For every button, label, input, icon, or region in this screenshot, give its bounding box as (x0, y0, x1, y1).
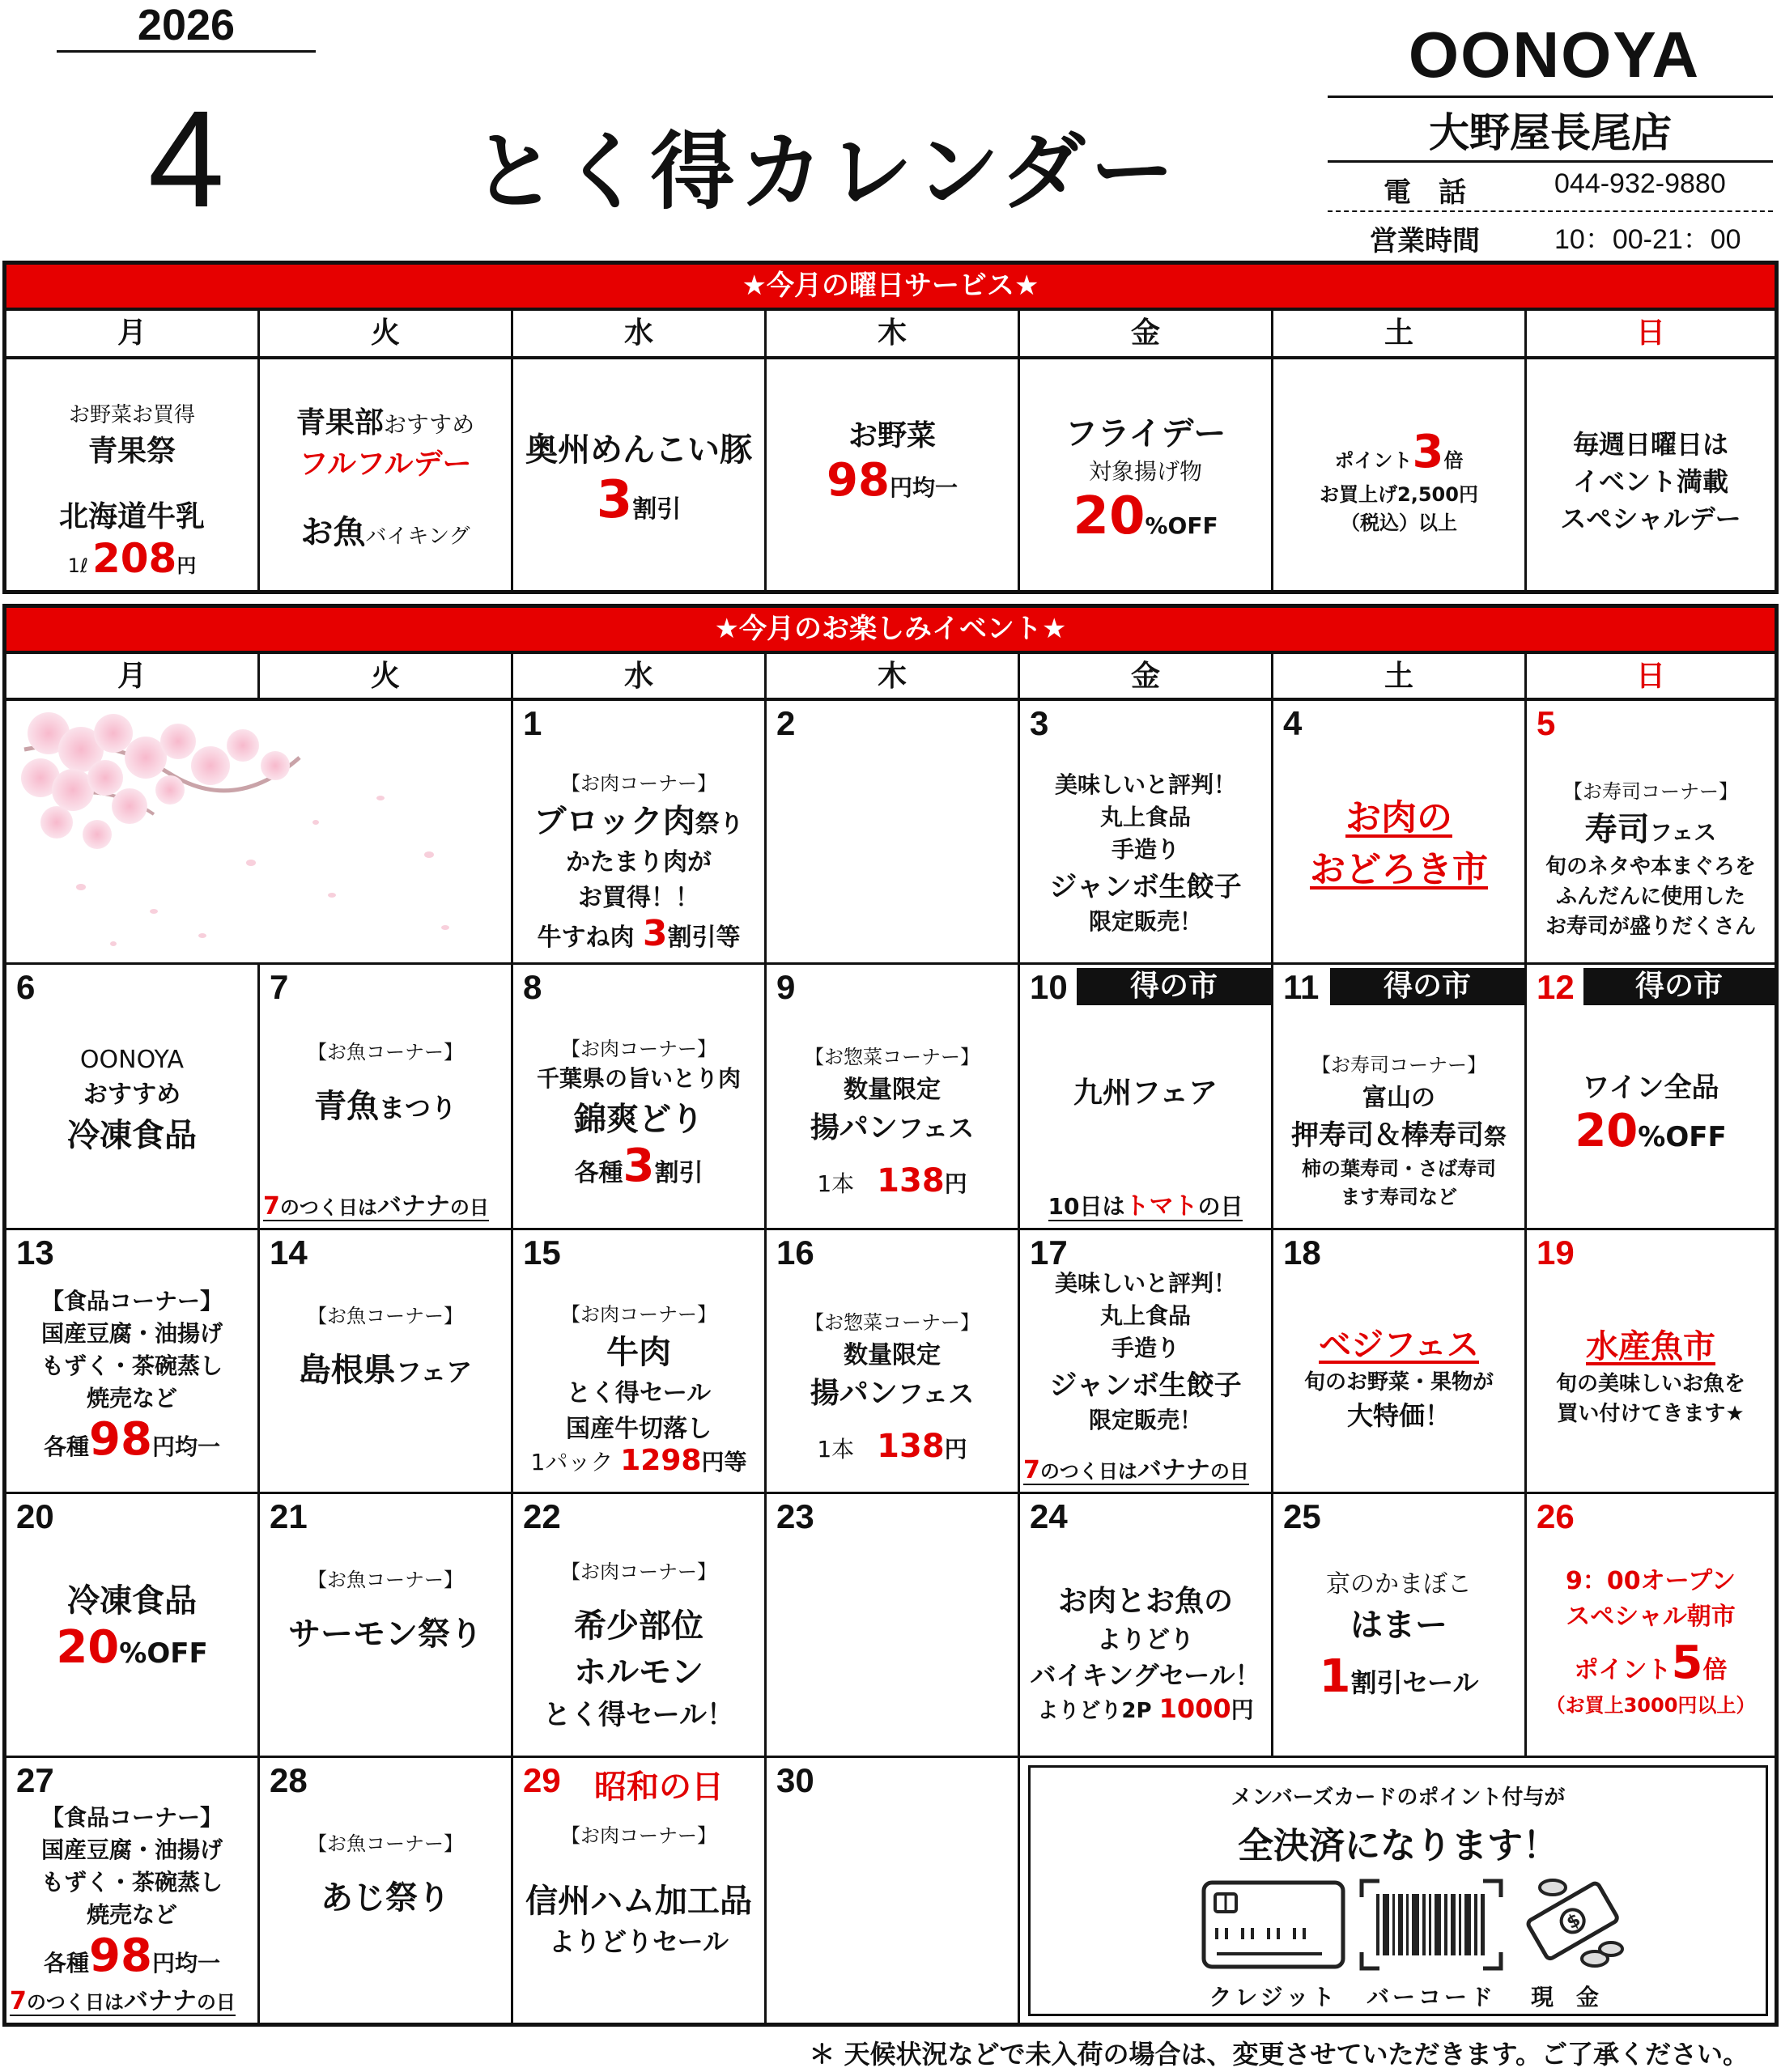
event-line: ます寿司など (1341, 1186, 1457, 1208)
event-weekday-header (6, 654, 1775, 701)
day-number: 8 (523, 968, 542, 1006)
day-cell-8 (513, 965, 767, 1230)
day-number: 9 (776, 968, 796, 1006)
day-number: 17 (1030, 1233, 1068, 1272)
day-cell-5 (1527, 701, 1775, 965)
corner-label: 【お肉コーナー】 (561, 1303, 716, 1326)
event-line: ホルモン (574, 1654, 703, 1691)
day-cell-25 (1273, 1494, 1527, 1758)
day-cell-29 (513, 1758, 767, 2023)
service-mon-price: 1ℓ 208円 (67, 535, 197, 582)
service-mon (6, 359, 260, 590)
weekday-sun: 日 (1635, 660, 1665, 693)
day-cell-19 (1527, 1230, 1775, 1494)
event-line: 冷凍食品 (67, 1117, 197, 1154)
service-mon-line1: お野菜お買得 (68, 403, 195, 427)
service-tue-line3: お魚バイキング (300, 514, 470, 551)
service-tue-line1: 青果部おすすめ (295, 406, 475, 439)
day-cell-30 (767, 1758, 1020, 2023)
day-cell-16 (767, 1230, 1020, 1494)
day-cell-22 (513, 1494, 767, 1758)
day-number: 21 (270, 1497, 308, 1535)
event-line: 青魚まつり (313, 1088, 457, 1125)
day-number: 1 (523, 704, 542, 742)
event-line: 美味しいと評判！ (1054, 771, 1236, 798)
service-sat-line2: お買上げ2,500円 (1320, 483, 1478, 506)
service-thu-line1: お野菜 (848, 419, 936, 452)
service-sun-line3: スペシャルデー (1560, 503, 1741, 534)
service-thu (767, 359, 1020, 590)
service-tue (260, 359, 513, 590)
service-banner: ★今月の曜日サービス★ (6, 265, 1775, 311)
event-line: 大特価！ (1346, 1400, 1451, 1431)
corner-label: 【お魚コーナー】 (308, 1832, 463, 1855)
corner-label: 【お寿司コーナー】 (1311, 1054, 1486, 1076)
corner-label: 【お寿司コーナー】 (1563, 780, 1738, 803)
day-cell-9 (767, 965, 1020, 1230)
service-fri-line3: 20%OFF (1073, 486, 1218, 546)
event-line: 1本 138円 (817, 1428, 967, 1465)
event-line: 各種98円均一 (44, 1930, 220, 1982)
weekday-mon: 月 (6, 311, 260, 356)
day-cell-2 (767, 701, 1020, 965)
event-line: はまー (1350, 1607, 1447, 1644)
event-line: 1パック 1298円等 (530, 1444, 747, 1477)
weekday-thu: 木 (767, 654, 1020, 698)
day-number: 22 (523, 1497, 561, 1535)
payment-label-credit: クレジット (1209, 1984, 1338, 2010)
day-number: 14 (270, 1233, 308, 1272)
event-line: ポイント5倍 (1574, 1637, 1728, 1689)
event-line: 国産牛切落し (566, 1415, 712, 1443)
event-line: 旬のお野菜・果物が (1303, 1370, 1494, 1395)
event-line: ジャンボ生餃子 (1049, 871, 1242, 903)
day-number: 7 (270, 968, 289, 1006)
weekday-wed: 水 (513, 654, 767, 698)
day-cell-27 (6, 1758, 260, 2023)
tel-number: 044-932-9880 (1554, 168, 1726, 199)
event-line: ふんだんに使用した (1555, 885, 1745, 909)
day-cell-28 (260, 1758, 513, 2023)
day-number: 12 (1537, 968, 1575, 1006)
day-cell-11 (1273, 965, 1527, 1230)
event-line: お肉の (1345, 797, 1452, 839)
weekday-tue: 火 (260, 654, 513, 698)
event-line: もずく・茶碗蒸し (40, 1869, 223, 1896)
day-number: 2 (776, 704, 796, 742)
day-cell-4 (1273, 701, 1527, 965)
event-line: 20%OFF (56, 1621, 208, 1674)
event-line: あじ祭り (321, 1879, 450, 1917)
weekday-mon: 月 (6, 654, 260, 698)
day-cell-1 (513, 701, 767, 965)
event-line: 京のかまぼこ (1326, 1570, 1472, 1599)
event-line: 20%OFF (1575, 1105, 1727, 1157)
day-number: 19 (1537, 1233, 1575, 1272)
toku-ichi-tag: 得の市 (1077, 968, 1271, 1005)
event-line: 富山の (1362, 1084, 1435, 1112)
event-line: 【食品コーナー】 (40, 1288, 223, 1314)
event-line: 限定販売！ (1088, 1407, 1202, 1433)
day-number: 28 (270, 1761, 308, 1799)
event-line: よりどりセール (548, 1926, 729, 1957)
payment-info-box (1028, 1765, 1768, 2016)
event-line: もずく・茶碗蒸し (40, 1352, 223, 1379)
event-line: OONOYA (79, 1046, 185, 1074)
payment-note: メンバーズカードのポイント付与が (1231, 1785, 1566, 1810)
event-line: 信州ハム加工品 (525, 1883, 752, 1920)
service-fri-line2: 対象揚げ物 (1088, 458, 1202, 485)
event-line: 冷凍食品 (67, 1582, 197, 1620)
event-line: 限定販売！ (1088, 908, 1202, 935)
weekday-sun: 日 (1635, 316, 1665, 350)
corner-label: 【お肉コーナー】 (561, 1824, 716, 1847)
event-line: 国産豆腐・油揚げ (40, 1836, 223, 1863)
event-line: かたまり肉が (566, 848, 712, 877)
event-line: 千葉県の旨いとり肉 (536, 1065, 741, 1092)
day-cell-26 (1527, 1494, 1775, 1758)
event-line: 焼売など (86, 1385, 177, 1412)
corner-label: 【お魚コーナー】 (308, 1041, 463, 1064)
event-line: お買得！！ (578, 884, 699, 912)
credit-card-icon (1201, 1879, 1346, 1970)
tel-label: 電 話 (1384, 176, 1466, 209)
event-line: 1本 138円 (817, 1162, 967, 1199)
day-cell-12 (1527, 965, 1775, 1230)
footnote: ＊ 天候状況などで未入荷の場合は、変更させていただきます。ご了承ください。 (809, 2039, 1749, 2070)
event-line: とく得セール (566, 1379, 712, 1408)
day-number: 10 (1030, 968, 1068, 1006)
store-name: 大野屋長尾店 (1429, 109, 1672, 156)
event-line: 揚パンフェス (810, 1377, 975, 1410)
corner-label: 【お肉コーナー】 (561, 1038, 716, 1060)
page-title: とく得カレンダー (472, 122, 1180, 221)
event-line: 買い付けてきます★ (1557, 1402, 1745, 1426)
day-cell-7 (260, 965, 513, 1230)
event-line: 国産豆腐・油揚げ (40, 1320, 223, 1347)
event-line: 牛すね肉 3割引等 (537, 913, 741, 954)
weekday-sat: 土 (1273, 654, 1527, 698)
weekday-sat: 土 (1273, 311, 1527, 356)
banana-day-note: 7のつく日はバナナの日 (1023, 1456, 1249, 1484)
service-sun-line2: イベント満載 (1572, 466, 1728, 497)
year-underline (57, 50, 316, 53)
corner-label: 【お魚コーナー】 (308, 1305, 463, 1327)
day-number: 26 (1537, 1497, 1575, 1535)
service-wed-line1: 奥州めんこい豚 (525, 431, 752, 469)
month: 4 (147, 83, 225, 236)
day-number: 20 (16, 1497, 54, 1535)
service-wed (513, 359, 767, 590)
holiday-label: 昭和の日 (594, 1768, 724, 1806)
toku-ichi-tag: 得の市 (1330, 968, 1524, 1005)
event-line: ワイン全品 (1582, 1072, 1719, 1104)
event-line: 旬のネタや本まぐろを (1545, 855, 1756, 879)
day-number: 29 (523, 1761, 561, 1799)
event-line: よりどり (1097, 1626, 1194, 1654)
event-line: おどろき市 (1310, 849, 1488, 890)
day-cell-24 (1020, 1494, 1273, 1758)
event-line: 九州フェア (1073, 1076, 1218, 1110)
event-line: おすすめ (83, 1081, 181, 1109)
day-number: 11 (1283, 968, 1320, 1006)
event-line: （お買上3000円以上） (1545, 1694, 1756, 1717)
service-sun-line1: 毎週日曜日は (1572, 429, 1728, 460)
event-line: とく得セール！ (543, 1699, 734, 1731)
event-line: 牛肉 (606, 1334, 671, 1371)
event-line: 焼売など (86, 1901, 177, 1928)
day-cell-18 (1273, 1230, 1527, 1494)
event-line: お寿司が盛りだくさん (1545, 915, 1756, 939)
event-line: スペシャル朝市 (1566, 1603, 1736, 1631)
day-number: 4 (1283, 704, 1303, 742)
service-thu-line2: 98円均一 (827, 454, 958, 507)
payment-headline: 全決済になります！ (1238, 1825, 1558, 1866)
weekday-tue: 火 (260, 311, 513, 356)
corner-label: 【お肉コーナー】 (561, 772, 716, 795)
event-line: 手造り (1111, 836, 1180, 863)
event-line: 水産魚市 (1586, 1328, 1715, 1365)
day-number: 24 (1030, 1497, 1068, 1535)
service-weekday-header (6, 311, 1775, 359)
event-line: よりどり2P 1000円 (1037, 1693, 1254, 1724)
day-cell-21 (260, 1494, 513, 1758)
day-cell-3 (1020, 701, 1273, 965)
day-number: 23 (776, 1497, 814, 1535)
day-number: 15 (523, 1233, 561, 1272)
day-number: 27 (16, 1761, 54, 1799)
payment-label-barcode: バーコード (1366, 1984, 1496, 2010)
weekday-wed: 水 (513, 311, 767, 356)
event-line: 【食品コーナー】 (40, 1804, 223, 1831)
tomato-day-note: 10日はトマトの日 (1048, 1192, 1243, 1221)
event-line: 丸上食品 (1099, 1302, 1191, 1329)
corner-label: 【お惣菜コーナー】 (805, 1311, 980, 1334)
event-line: 押寿司＆棒寿司祭 (1290, 1119, 1507, 1152)
cherry-blossom-icon (8, 701, 510, 960)
event-line: 数量限定 (844, 1076, 941, 1104)
weekday-thu: 木 (767, 311, 1020, 356)
service-tue-line2: フルフルデー (299, 448, 472, 481)
service-sun (1527, 359, 1775, 590)
event-line: 丸上食品 (1099, 804, 1191, 830)
banana-day-note: 7のつく日はバナナの日 (263, 1192, 489, 1221)
service-mon-line2: 青果祭 (87, 435, 176, 468)
event-line: 数量限定 (844, 1341, 941, 1369)
event-line: 1割引セール (1319, 1650, 1479, 1703)
day-number: 25 (1283, 1497, 1321, 1535)
corner-label: 【お肉コーナー】 (561, 1560, 716, 1583)
event-line: 錦爽どり (574, 1101, 703, 1138)
barcode-icon (1358, 1876, 1504, 1973)
day-number: 18 (1283, 1233, 1321, 1272)
day-cell-20 (6, 1494, 260, 1758)
weekday-fri: 金 (1020, 654, 1273, 698)
service-fri (1020, 359, 1273, 590)
corner-label: 【お魚コーナー】 (308, 1569, 463, 1591)
day-cell-10 (1020, 965, 1273, 1230)
hours-label: 営業時間 (1370, 225, 1480, 257)
event-line: 9：00オープン (1566, 1567, 1736, 1595)
toku-ichi-tag: 得の市 (1583, 968, 1775, 1005)
service-sat-line1: ポイント3倍 (1334, 426, 1464, 478)
event-line: 希少部位 (574, 1607, 703, 1645)
day-cell-17 (1020, 1230, 1273, 1494)
day-number: 16 (776, 1233, 814, 1272)
event-line: 揚パンフェス (810, 1111, 975, 1144)
event-line: ベジフェス (1319, 1327, 1479, 1364)
event-line: 島根県フェア (298, 1352, 473, 1389)
service-wed-line2: 3割引 (596, 470, 682, 530)
svg-text:$: $ (1563, 1909, 1584, 1934)
event-line: 各種3割引 (574, 1140, 703, 1192)
weekday-fri: 金 (1020, 311, 1273, 356)
day-cell-6 (6, 965, 260, 1230)
event-line: 寿司フェス (1584, 811, 1717, 848)
store-divider (1328, 160, 1773, 163)
day-number: 13 (16, 1233, 54, 1272)
event-line: 美味しいと評判！ (1054, 1270, 1236, 1297)
hours-value: 10：00-21：00 (1554, 224, 1741, 255)
sakura-illustration (6, 701, 513, 965)
service-fri-line1: フライデー (1065, 415, 1226, 452)
brand-divider (1328, 96, 1773, 98)
service-sat (1273, 359, 1527, 590)
event-line: ブロック肉祭り (533, 803, 744, 840)
event-line: バイキングセール！ (1030, 1660, 1261, 1691)
day-cell-13 (6, 1230, 260, 1494)
event-line: サーモン祭り (288, 1616, 482, 1653)
event-line: 各種98円均一 (44, 1413, 220, 1466)
payment-label-cash: 現 金 (1530, 1984, 1599, 2010)
service-sat-line3: （税込）以上 (1341, 512, 1457, 534)
event-banner: ★今月のお楽しみイベント★ (6, 608, 1775, 654)
day-cell-23 (767, 1494, 1020, 1758)
day-number: 3 (1030, 704, 1049, 742)
event-line: ジャンボ生餃子 (1049, 1369, 1242, 1402)
day-number: 30 (776, 1761, 814, 1799)
day-cell-14 (260, 1230, 513, 1494)
info-divider (1328, 210, 1773, 212)
weekday-service-table (2, 261, 1779, 594)
day-number: 5 (1537, 704, 1556, 742)
event-line: 手造り (1111, 1335, 1180, 1361)
cash-icon (1520, 1871, 1626, 1975)
corner-label: 【お惣菜コーナー】 (805, 1046, 980, 1068)
event-line: 柿の葉寿司・さば寿司 (1302, 1157, 1496, 1180)
banana-day-note: 7のつく日はバナナの日 (10, 1987, 236, 2015)
event-line: お肉とお魚の (1057, 1585, 1233, 1618)
brand-name: OONOYA (1408, 19, 1701, 91)
service-mon-line3: 北海道牛乳 (58, 500, 205, 533)
event-line: 旬の美味しいお魚を (1555, 1372, 1745, 1396)
event-calendar (2, 604, 1779, 2027)
day-cell-15 (513, 1230, 767, 1494)
year: 2026 (137, 1, 236, 49)
day-number: 6 (16, 968, 36, 1006)
